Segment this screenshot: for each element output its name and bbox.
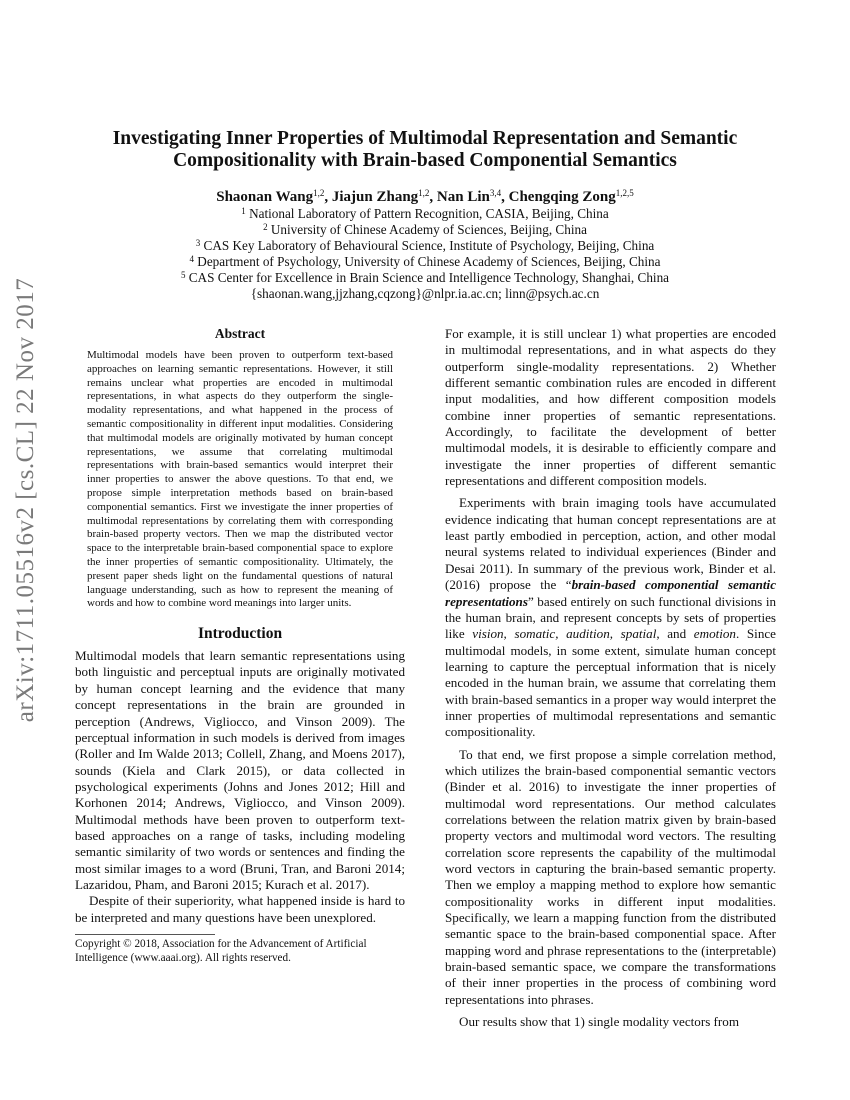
author-affiliation-mark: 1,2 (313, 188, 325, 198)
arxiv-sidebar-stamp (0, 277, 52, 723)
author-name: , Nan Lin (429, 189, 490, 205)
body-paragraph-4: Our results show that 1) single modality vectors from (459, 1014, 740, 1030)
author-name: , Jiajun Zhang (324, 189, 419, 205)
author-affiliation-mark: 3,4 (489, 188, 502, 198)
copyright-line-2: Intelligence (www.aaai.org). All rights reserved. (75, 951, 291, 964)
affiliation-line (100, 238, 750, 254)
intro-paragraph-1: Multimodal models that learn semantic representations using both linguistic and perceptual inputs are originally motivated by human concept learning and the evidence that many concept representations in the brain are grounded in perception (Andrews, Vigliocco, and Vinson 2009). The perceptual information in such models is derived from images (Roller and Im Walde 2013; Collell, Zhang, and Moens 2017), sounds (Kiela and Clark 2015), or data collected in psychological experiments (Johns and Jones 2012; Hill and Korhonen 2014; Andrews, Vigliocco, and Vinson 2009). Multimodal methods have been proven to outperform text-based approaches on a range of tasks, including modeling semantic similarity of two words or sentences and finding the most similar images to a word (Bruni, Tran, and Baroni 2014; Lazaridou, Pham, and Baroni 2015; Kurach et al. 2017). (75, 648, 405, 892)
author-emails: {shaonan.wang,jjzhang,cqzong}@nlpr.ia.ac.cn; linn@psych.ac.cn (250, 286, 600, 302)
left-column (75, 326, 405, 965)
affiliation-mark: 5 (180, 270, 186, 281)
affiliation-line (100, 206, 750, 222)
affiliation-line (100, 254, 750, 270)
author-list (100, 188, 750, 206)
title-line-2: Compositionality with Brain-based Componential Semantics (173, 150, 677, 171)
introduction-heading: Introduction (197, 625, 283, 643)
right-column (445, 326, 776, 1030)
affiliation-text: CAS Center for Excellence in Brain Science and Intelligence Technology, Shanghai, China (185, 270, 670, 286)
affiliation-text: Department of Psychology, University of Chinese Academy of Sciences, Beijing, China (194, 254, 661, 270)
emphasized-term: brain-based componential semantic representations (445, 577, 777, 609)
affiliation-mark: 3 (195, 238, 201, 249)
copyright-notice (75, 934, 367, 965)
body-text: Experiments with brain imaging tools have accumulated evidence indicating that human concept representations are at least partly embodied in perception, action, and other modal neural systems related to individual experiences (Binder and Desai 2011). In summary of the previous work, Binder et al. (2016) propose the “ (445, 495, 776, 593)
body-text: . Since multimodal models, in some extent, simulate human concept learning to capture the perceptual information that is nicely encoded in the human brain, we assume that correlating them with brain-based semantics in a proper way would interpret the inner properties of multimodal representations and semantic compositionality. (445, 626, 776, 740)
author-affiliation-mark: 1,2 (418, 188, 430, 198)
title-line-1: Investigating Inner Properties of Multimodal Representation and Semantic (112, 128, 738, 149)
body-text: , and (656, 626, 694, 642)
intro-paragraph-2: Despite of their superiority, what happened inside is hard to be interpreted and many questions have been unexplored. (75, 893, 405, 925)
copyright-line-1: Copyright © 2018, Association for the Advancement of Artificial (75, 937, 367, 950)
author-name: Shaonan Wang (216, 189, 314, 205)
affiliation-list (100, 206, 750, 303)
arxiv-identifier: arXiv:1711.05516v2 [cs.CL] 22 Nov 2017 (12, 277, 39, 723)
body-paragraph-1: For example, it is still unclear 1) what properties are encoded in multimodal representations, and in what aspects do they outperform single-modality representations. 2) Whether different semantic combination rules are encoded in different input modalities, and how different composition models combine inner properties of semantic representations. Accordingly, to facilitate the development of better multimodal models, it is desirable to efficiently compare and investigate the inner properties of different semantic representations and different composition models. (445, 326, 776, 489)
affiliation-line (100, 270, 750, 286)
body-paragraph-2 (445, 495, 776, 740)
affiliation-text: University of Chinese Academy of Sciences, Beijing, China (267, 222, 587, 238)
affiliation-mark: 4 (189, 254, 194, 265)
body-text: ” based entirely on such functional divisions in the human brain, and represent concepts by sets of properties like (445, 593, 776, 642)
paper-header (100, 128, 750, 303)
abstract-heading: Abstract (214, 326, 266, 341)
italic-terms: vision, somatic, audition, spatial (472, 626, 657, 642)
affiliation-line (100, 222, 750, 238)
italic-term: emotion (693, 626, 736, 642)
affiliation-mark: 1 (241, 206, 246, 216)
affiliation-mark: 2 (263, 222, 268, 233)
author-affiliation-mark: 1,2,5 (615, 188, 634, 198)
abstract-text: Multimodal models have been proven to outperform text-based approaches on learning semantic representations. However, it still remains unclear what properties are encoded in multimodal representations, in what aspects do they outperform the single-modality representations, and what happened in the process of semantic compositionality in different input modalities. Considering that multimodal models are originally motivated by human concept representations, we assume that correlating multimodal representations with brain-based semantics would interpret their inner properties to answer the above questions. To that end, we propose simple interpretation methods based on brain-based componential semantics. First we investigate the inner properties of multimodal representations by correlating them with corresponding brain-based property vectors. Then we map the distributed vector space to the interpretable brain-based componential space to explore the inner properties of semantic compositionality. Ultimately, the present paper sheds light on the fundamental questions of natural language understanding, such as how to represent the meaning of words and how to combine word meanings into larger units. (87, 349, 393, 610)
body-paragraph-3: To that end, we first propose a simple correlation method, which utilizes the brain-based componential semantic vectors (Binder et al. 2016) to investigate the inner properties of multimodal word representations. Our method calculates correlations between the relation matrix given by brain-based property vectors and multimodal word vectors. The resulting correlation score represents the capability of the multimodal word vectors in capturing the brain-based semantic property. Then we employ a mapping method to explore how semantic compositionality works in different input modalities. Specifically, we learn a mapping function from the distributed semantic space to the brain-based componential space. After mapping word and phrase representations to the (interpretable) brain-based semantic space, we compare the transformations of their inner properties in the process of combining word representations into phrases. (445, 746, 776, 1007)
author-name: , Chengqing Zong (501, 189, 616, 205)
paper-title (100, 128, 750, 172)
affiliation-text: National Laboratory of Pattern Recognition, CASIA, Beijing, China (245, 206, 609, 221)
affiliation-text: CAS Key Laboratory of Behavioural Science, Institute of Psychology, Beijing, China (200, 238, 655, 254)
